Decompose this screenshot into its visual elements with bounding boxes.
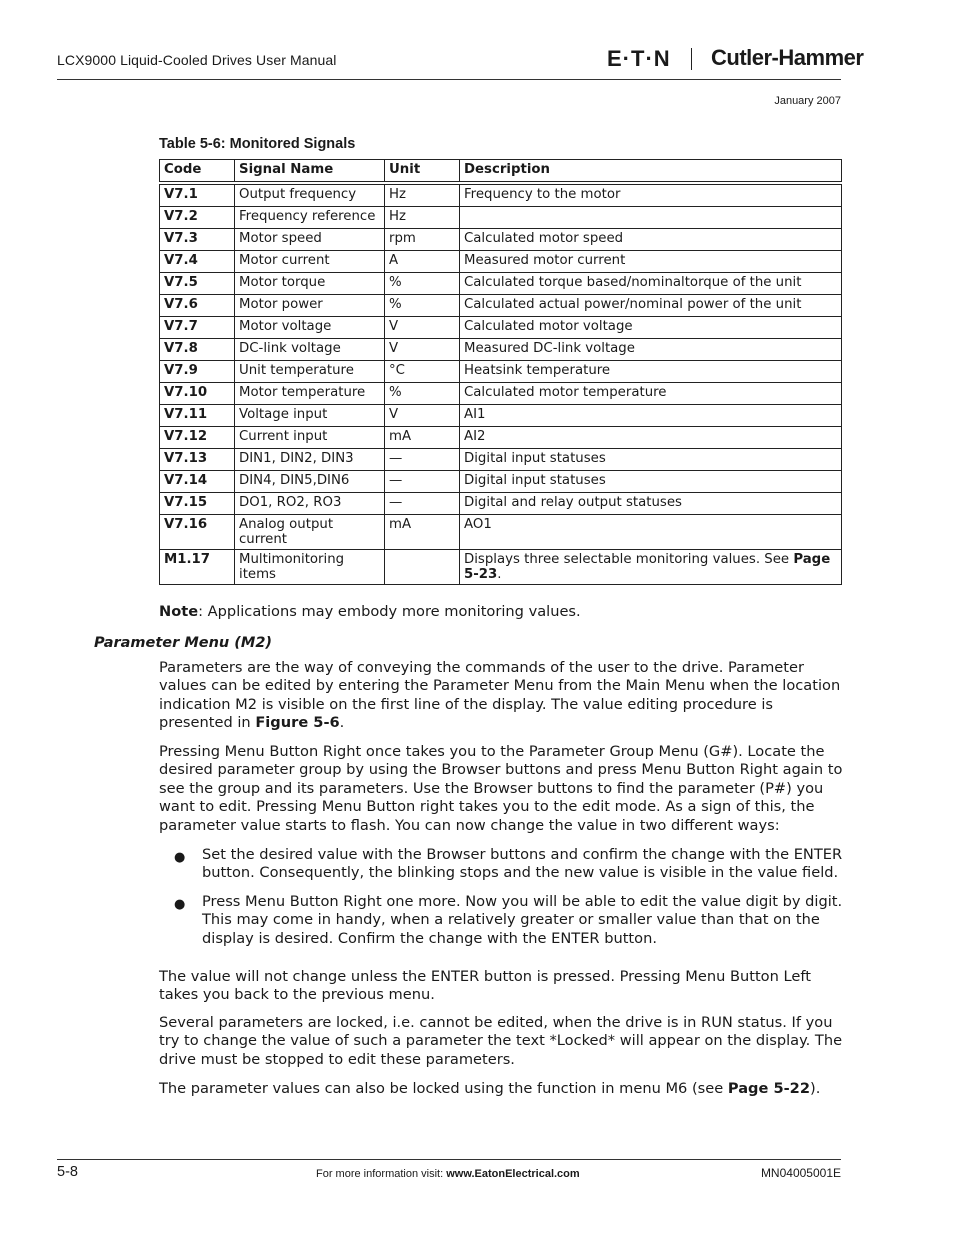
table-body [160,182,842,585]
signal-code-text: V7.1 [164,187,198,202]
page-number: 5-8 [57,1164,78,1180]
signal-name [235,471,385,493]
signal-name-text: Output frequency [239,187,357,202]
signal-description [460,550,842,585]
signal-code-text: V7.6 [164,297,198,312]
signal-code-text: V7.13 [164,451,208,466]
signal-description-text: Calculated motor temperature [464,385,667,400]
signal-unit [385,207,460,229]
signal-unit-text: rpm [389,231,416,246]
signal-code [160,383,235,405]
table-row [160,471,842,493]
table-row [160,295,842,317]
table-header-row [160,160,842,182]
table-row [160,229,842,251]
section-heading: Parameter Menu (M2) [94,635,273,651]
signal-description [460,493,842,515]
signal-name-text: Motor torque [239,275,326,290]
document-code: MN04005001E [760,1166,841,1180]
signal-code-text: V7.11 [164,407,208,422]
signal-unit [385,361,460,383]
signal-name-text: DIN1, DIN2, DIN3 [239,451,354,466]
signal-description [460,207,842,229]
signal-code-text: V7.4 [164,253,198,268]
signal-description-text: Digital input statuses [464,451,606,466]
bullet-item: Press Menu Button Right one more. Now you will be able to edit the value digit by digit. This may come in handy, when a relatively greater or smaller value than that on the display is desired. Confirm the change with the ENTER button. [202,893,843,947]
signal-name [235,229,385,251]
signal-code [160,251,235,273]
signal-name [235,295,385,317]
signal-description [460,471,842,493]
table-row [160,449,842,471]
signal-name [235,185,385,207]
signal-unit-text: — [389,473,403,488]
signal-name-text: Voltage input [239,407,328,422]
signal-name-text: DO1, RO2, RO3 [239,495,342,510]
logo-divider [691,48,692,70]
signal-name-text: Motor voltage [239,319,332,334]
monitored-signals-table [159,159,842,585]
signal-code [160,427,235,449]
column-header: Description [460,160,842,182]
eaton-logo: E·T·N [607,46,671,71]
paragraph-text: Parameters are the way of conveying the commands of the user to the drive. Parameter values can be edited by entering the Parameter Menu from the Main Menu when the location indication M2 is visible on the first line of the display. The value editing procedure is presented in [159,659,841,732]
signal-description-text: AO1 [464,517,492,532]
signal-name-text: Motor temperature [239,385,366,400]
signal-code-text: V7.8 [164,341,198,356]
table-caption: Table 5-6: Monitored Signals [159,136,356,152]
table-row [160,339,842,361]
signal-code [160,361,235,383]
signal-description-text: Calculated actual power/nominal power of the unit [464,297,802,312]
paragraph-navigation: Pressing Menu Button Right once takes you to the Parameter Group Menu (G#). Locate the desired parameter group by using the Browser buttons and press Menu Button Right again to see the group and its parameters. Use the Browser buttons to find the parameter (P#) you want to edit. Pressing Menu Button right takes you to the edit mode. As a sign of this, the parameter value starts to flash. You can now change the value in two different ways: [159,743,843,834]
signal-description [460,339,842,361]
bullet-item: Set the desired value with the Browser buttons and confirm the change with the ENTER button. Consequently, the blinking stops and the new value is visible in the value field. [202,846,843,882]
signal-name [235,427,385,449]
signal-name-text: Multimonitoring items [239,552,345,582]
signal-unit-text: °C [389,363,405,378]
signal-code-text: V7.7 [164,319,198,334]
signal-unit-text: % [389,297,402,312]
signal-name [235,207,385,229]
signal-name-text: Current input [239,429,328,444]
signal-unit [385,185,460,207]
signal-name-text: DIN4, DIN5,DIN6 [239,473,350,488]
signal-unit-text: V [389,407,399,422]
paragraph-locked: Several parameters are locked, i.e. cannot be edited, when the drive is in RUN status. If you try to change the value of such a parameter the text *Locked* will appear on the display. The drive must be stopped to edit these parameters. [159,1014,843,1068]
signal-code [160,405,235,427]
signal-unit [385,449,460,471]
table-row [160,273,842,295]
note-label: Note [159,603,199,620]
signal-description-text: AI2 [464,429,486,444]
page-reference: Page 5-23 [464,552,831,582]
signal-description [460,405,842,427]
signal-unit [385,550,460,585]
table-row [160,493,842,515]
paragraph-end: . [339,714,345,732]
note-text: : Applications may embody more monitoring values. [198,603,581,620]
table-row [160,405,842,427]
signal-code [160,229,235,251]
signal-code [160,295,235,317]
signal-name-text: Motor power [239,297,323,312]
signal-name [235,405,385,427]
signal-code-text: V7.16 [164,517,208,532]
signal-description [460,361,842,383]
manual-title: LCX9000 Liquid-Cooled Drives User Manual [57,52,337,68]
table-row [160,383,842,405]
signal-name [235,449,385,471]
signal-unit [385,317,460,339]
signal-code-text: V7.15 [164,495,208,510]
signal-description [460,251,842,273]
signal-description [460,427,842,449]
signal-code [160,471,235,493]
signal-name-text: Motor speed [239,231,322,246]
signal-name [235,493,385,515]
signal-code-text: V7.12 [164,429,208,444]
signal-name [235,339,385,361]
signal-name-text: Frequency reference [239,209,376,224]
signal-unit [385,339,460,361]
signal-unit [385,229,460,251]
description-end: . [497,567,502,582]
signal-name-text: Unit temperature [239,363,354,378]
signal-unit [385,493,460,515]
signal-unit [385,383,460,405]
footer-info [316,1168,580,1180]
signal-code [160,493,235,515]
signal-unit [385,273,460,295]
paragraph-lock-function [159,1080,843,1098]
signal-unit [385,427,460,449]
signal-description [460,295,842,317]
signal-unit-text: mA [389,517,412,532]
signal-code [160,449,235,471]
signal-code-text: V7.2 [164,209,198,224]
signal-unit-text: Hz [389,209,406,224]
table-row [160,515,842,550]
signal-unit-text: % [389,275,402,290]
header-rule [57,79,841,80]
signal-unit-text: mA [389,429,412,444]
signal-description [460,317,842,339]
signal-description [460,273,842,295]
table-row [160,207,842,229]
signal-unit-text: V [389,319,399,334]
signal-description [460,229,842,251]
bullet-icon: ● [174,850,186,865]
paragraph-intro [159,659,843,733]
signal-code-text: V7.5 [164,275,198,290]
signal-name-text: Analog output current [239,517,334,547]
signal-name [235,361,385,383]
signal-code-text: V7.10 [164,385,208,400]
signal-unit [385,405,460,427]
signal-unit-text: A [389,253,399,268]
signal-code-text: V7.9 [164,363,198,378]
signal-unit [385,515,460,550]
signal-name-text: DC-link voltage [239,341,341,356]
publication-date: January 2007 [774,95,841,107]
table-row [160,361,842,383]
signal-description [460,515,842,550]
signal-description-text: Calculated torque based/nominaltorque of the unit [464,275,802,290]
signal-name-text: Motor current [239,253,330,268]
column-header: Code [160,160,235,182]
signal-unit-text: V [389,341,399,356]
signal-unit-text: % [389,385,402,400]
table-row [160,427,842,449]
signal-name [235,550,385,585]
website-link[interactable]: www.EatonElectrical.com [446,1168,580,1180]
signal-description-text: Measured DC-link voltage [464,341,635,356]
page-reference: Page 5-22 [727,1080,810,1097]
column-header: Signal Name [235,160,385,182]
signal-description-text: Digital input statuses [464,473,606,488]
signal-code [160,339,235,361]
signal-description-text: Calculated motor speed [464,231,624,246]
signal-unit [385,251,460,273]
signal-code [160,207,235,229]
paragraph-text: The parameter values can also be locked using the function in menu M6 (see [159,1080,728,1097]
figure-reference: Figure 5-6 [255,714,340,732]
paragraph-enter: The value will not change unless the ENTER button is pressed. Pressing Menu Button Left takes you back to the previous menu. [159,968,811,1004]
column-header: Unit [385,160,460,182]
signal-name [235,515,385,550]
signal-unit-text: — [389,451,403,466]
signal-unit-text: — [389,495,403,510]
signal-code [160,185,235,207]
signal-name [235,317,385,339]
signal-description-text: Frequency to the motor [464,187,621,202]
signal-description-text: Digital and relay output statuses [464,495,682,510]
signal-name [235,383,385,405]
signal-unit [385,295,460,317]
brand-name: Cutler-Hammer [711,45,864,70]
bullet-icon: ● [174,897,186,912]
table-row [160,185,842,207]
footer-rule [57,1159,841,1160]
signal-description-text: Displays three selectable monitoring values. See [464,552,794,567]
signal-description-text: AI1 [464,407,486,422]
signal-code-text: M1.17 [164,552,211,567]
signal-name [235,273,385,295]
paragraph-end: ). [810,1080,821,1097]
signal-description-text: Measured motor current [464,253,626,268]
signal-name [235,251,385,273]
signal-code [160,273,235,295]
signal-unit-text: Hz [389,187,406,202]
signal-code-text: V7.3 [164,231,198,246]
signal-description [460,449,842,471]
signal-code [160,515,235,550]
signal-code-text: V7.14 [164,473,208,488]
signal-description-text: Calculated motor voltage [464,319,633,334]
signal-description-text: Heatsink temperature [464,363,611,378]
table-note [159,603,581,620]
table-row [160,550,842,585]
signal-code [160,550,235,585]
signal-description [460,383,842,405]
table-row [160,317,842,339]
signal-description [460,185,842,207]
footer-info-text: For more information visit: [316,1168,447,1180]
signal-unit [385,471,460,493]
signal-code [160,317,235,339]
table-row [160,251,842,273]
